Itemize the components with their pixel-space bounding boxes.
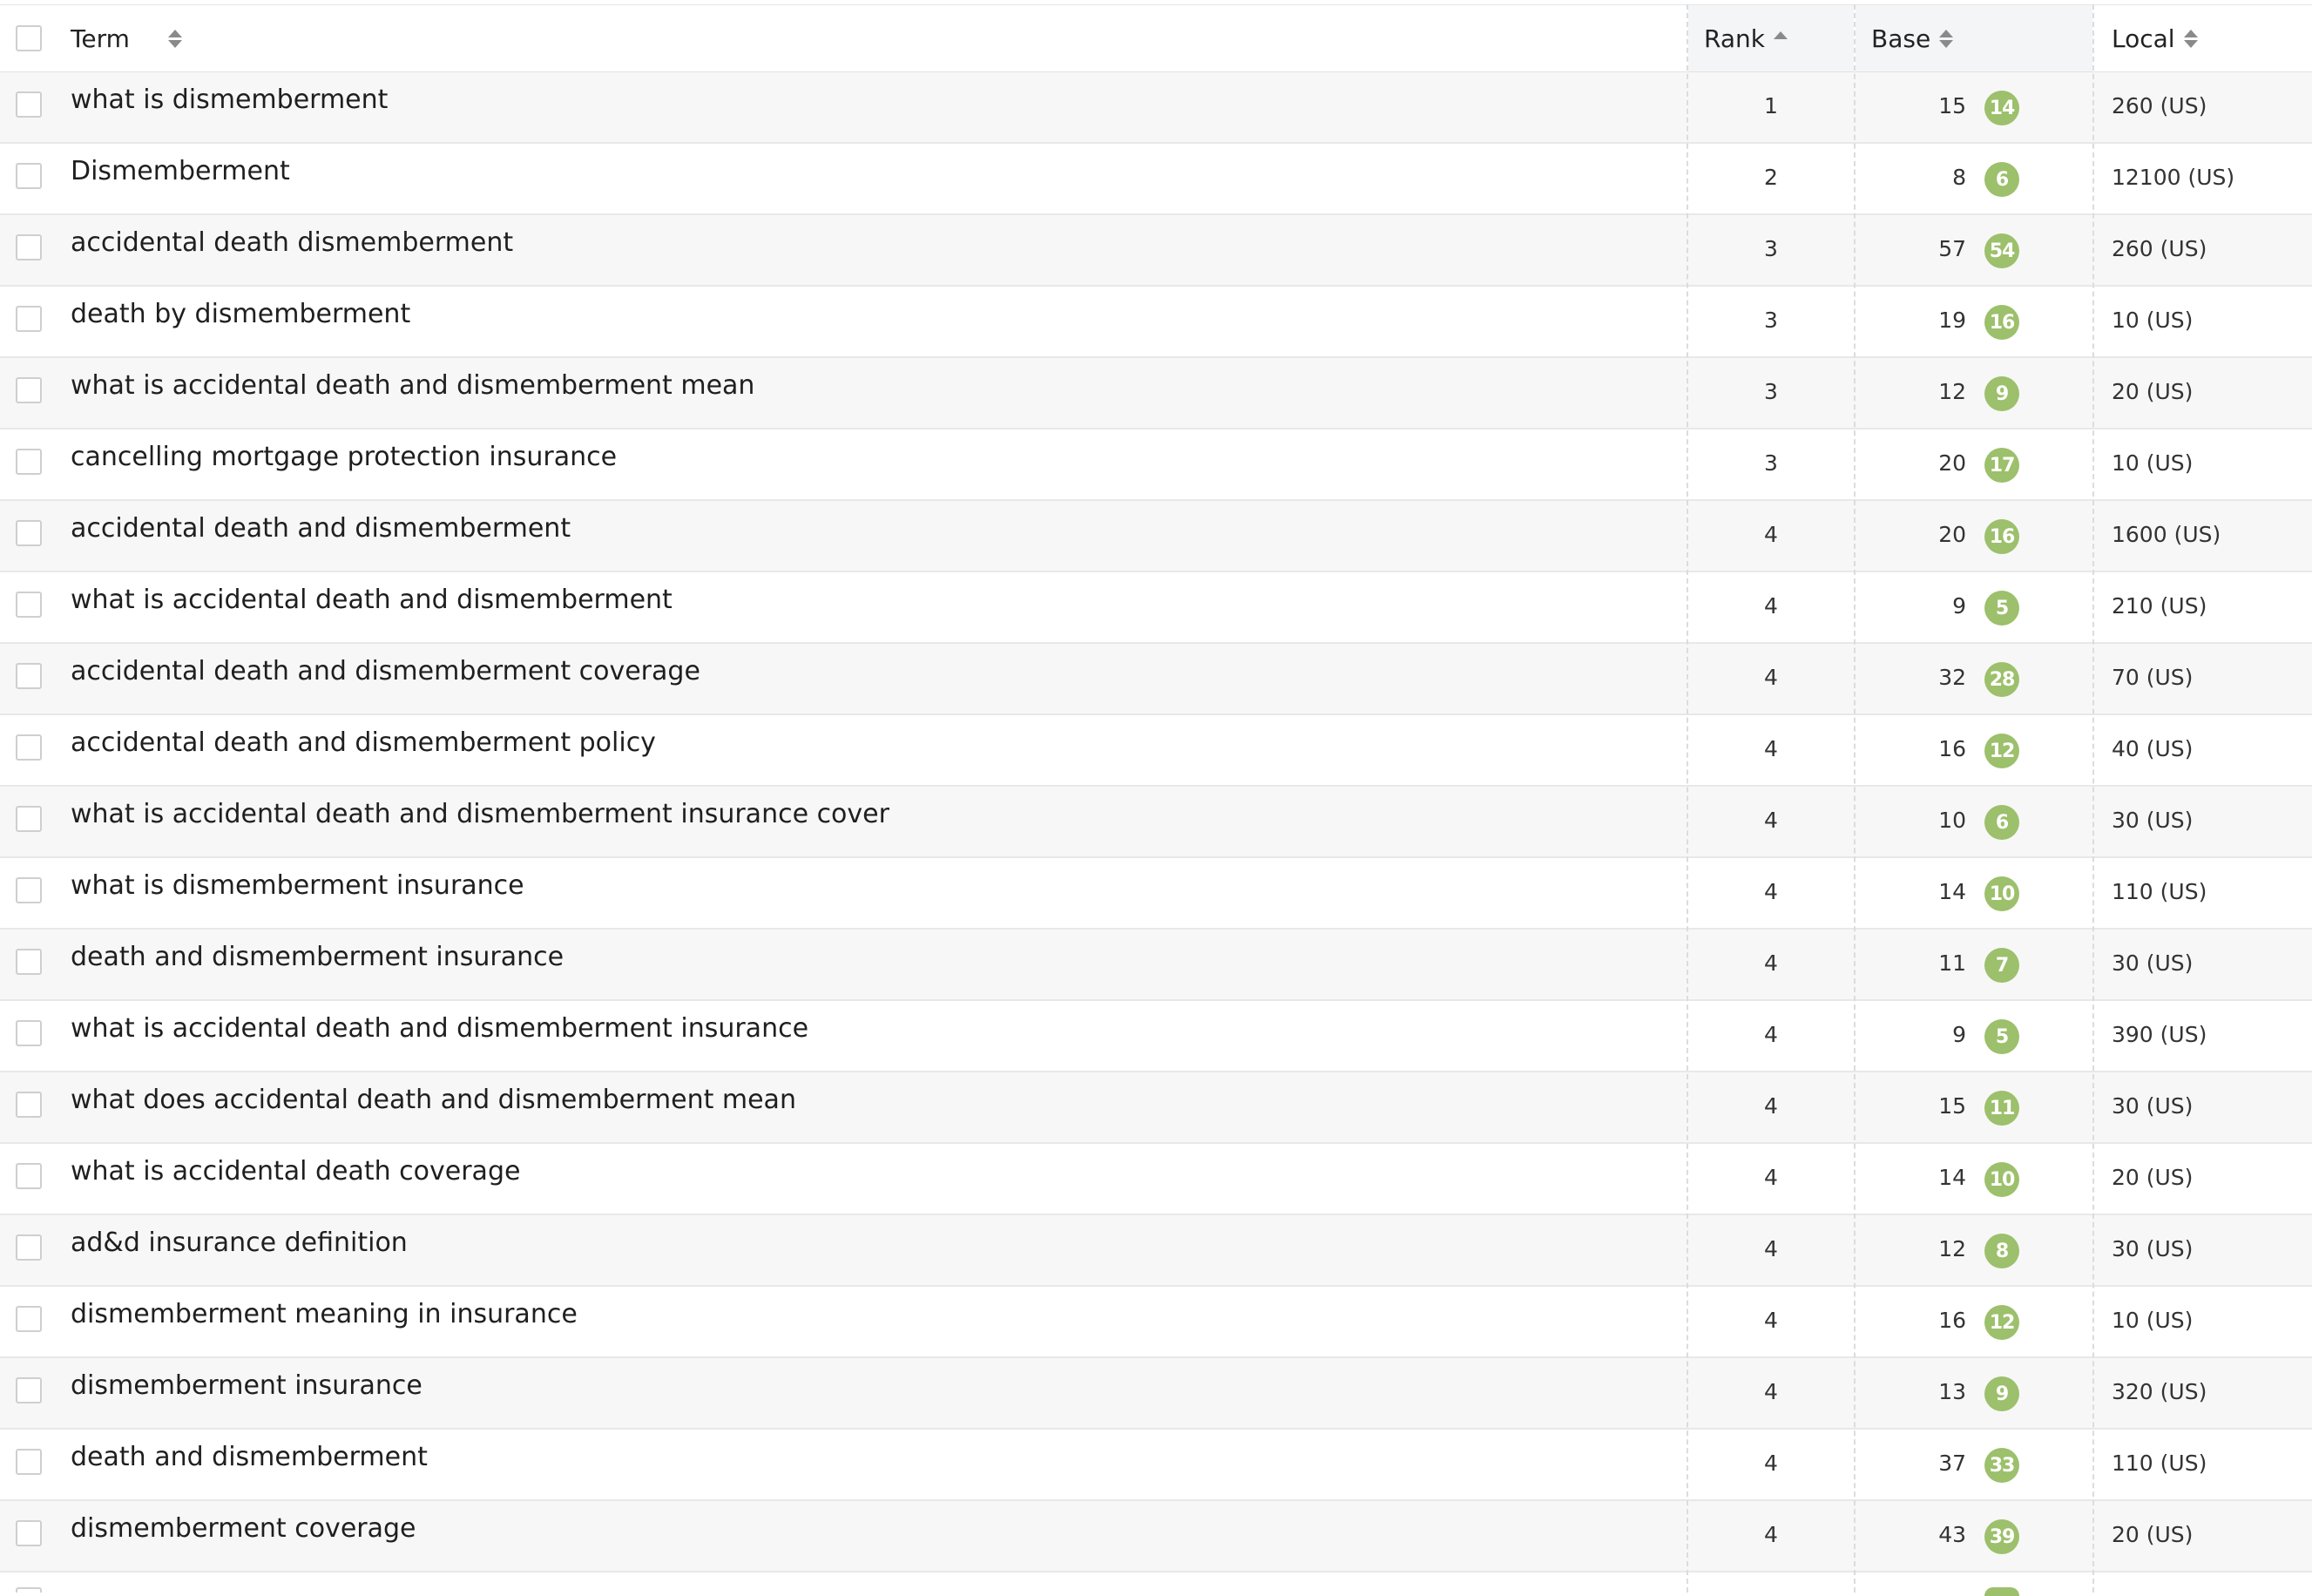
base-badge: 12 xyxy=(1984,734,2019,768)
rank-cell: 3 xyxy=(1764,450,1778,476)
table-row[interactable] xyxy=(0,429,2312,501)
row-checkbox[interactable] xyxy=(16,1520,42,1546)
rank-cell: 4 xyxy=(1764,1236,1778,1261)
base-cell: 16 xyxy=(1938,1308,1966,1333)
term-cell[interactable]: what is accidental death and dismemberment xyxy=(71,585,673,615)
table-row[interactable] xyxy=(0,1215,2312,1287)
local-cell: 30 (US) xyxy=(2112,950,2194,976)
base-cell: 32 xyxy=(1938,665,1966,690)
base-badge: 5 xyxy=(1984,1019,2019,1054)
term-cell[interactable]: cancelling mortgage protection insurance xyxy=(71,442,618,472)
local-cell: 40 (US) xyxy=(2112,736,2194,761)
term-cell[interactable]: dismemberment meaning in insurance xyxy=(71,1299,578,1329)
table-row[interactable] xyxy=(0,287,2312,358)
local-cell: 30 (US) xyxy=(2112,808,2194,833)
rank-cell: 2 xyxy=(1764,165,1778,190)
badge xyxy=(1984,1587,2019,1596)
column-header-base[interactable] xyxy=(1856,5,2092,71)
sort-ascending-icon[interactable] xyxy=(1774,31,1788,39)
row-checkbox[interactable] xyxy=(16,1163,42,1189)
table-header xyxy=(0,4,2312,73)
row-checkbox[interactable] xyxy=(16,877,42,903)
local-cell: 10 (US) xyxy=(2112,1308,2194,1333)
table-row[interactable] xyxy=(0,1072,2312,1144)
local-cell: 1600 (US) xyxy=(2112,522,2221,547)
row-checkbox[interactable] xyxy=(16,234,42,260)
local-cell: 12100 (US) xyxy=(2112,165,2235,190)
base-cell: 12 xyxy=(1938,1236,1966,1261)
base-badge: 16 xyxy=(1984,305,2019,340)
table-row[interactable] xyxy=(0,144,2312,215)
base-badge: 5 xyxy=(1984,591,2019,626)
table-row[interactable] xyxy=(0,1358,2312,1430)
table-row[interactable] xyxy=(0,1430,2312,1501)
column-header-rank[interactable] xyxy=(1688,5,1854,71)
local-cell: 260 (US) xyxy=(2112,93,2207,118)
base-badge: 7 xyxy=(1984,948,2019,983)
table-row[interactable] xyxy=(0,715,2312,787)
base-cell: 13 xyxy=(1938,1379,1966,1404)
rank-cell: 4 xyxy=(1764,736,1778,761)
base-badge: 54 xyxy=(1984,233,2019,268)
term-cell[interactable]: what is accidental death coverage xyxy=(71,1156,521,1187)
term-cell[interactable]: death by dismemberment xyxy=(71,299,411,329)
column-header-base-label: Base xyxy=(1871,24,1931,53)
row-checkbox[interactable] xyxy=(16,1587,42,1593)
base-badge: 39 xyxy=(1984,1519,2019,1554)
local-cell: 390 (US) xyxy=(2112,1022,2207,1047)
table-row[interactable] xyxy=(0,72,2312,144)
table-row[interactable] xyxy=(0,1144,2312,1215)
base-badge: 12 xyxy=(1984,1305,2019,1340)
row-checkbox[interactable] xyxy=(16,449,42,475)
base-badge: 8 xyxy=(1984,1234,2019,1268)
rank-cell: 3 xyxy=(1764,236,1778,261)
base-badge: 28 xyxy=(1984,662,2019,697)
rank-cell: 4 xyxy=(1764,1522,1778,1547)
local-cell: 110 (US) xyxy=(2112,879,2207,904)
rank-cell: 3 xyxy=(1764,379,1778,404)
row-checkbox[interactable] xyxy=(16,1092,42,1118)
local-cell: 10 (US) xyxy=(2112,308,2194,333)
table-row[interactable] xyxy=(0,1501,2312,1572)
column-header-local-label: Local xyxy=(2112,24,2175,53)
row-checkbox[interactable] xyxy=(16,1377,42,1403)
table-row[interactable] xyxy=(0,501,2312,572)
term-cell[interactable]: what is accidental death and dismemberment insurance xyxy=(71,1013,809,1044)
term-cell[interactable]: death and dismemberment xyxy=(71,1442,428,1472)
table-row[interactable] xyxy=(0,1287,2312,1358)
sort-icon[interactable] xyxy=(1939,30,1953,48)
term-cell[interactable]: what is dismemberment insurance xyxy=(71,870,524,901)
term-cell[interactable]: death and dismemberment insurance xyxy=(71,942,564,972)
local-cell: 10 (US) xyxy=(2112,450,2194,476)
base-cell: 8 xyxy=(1952,165,1966,190)
base-cell: 15 xyxy=(1938,1093,1966,1119)
base-cell: 15 xyxy=(1938,93,1966,118)
table-row[interactable] xyxy=(0,858,2312,930)
base-cell: 9 xyxy=(1952,1022,1966,1047)
term-cell[interactable]: what is accidental death and dismemberment insurance cover xyxy=(71,799,889,829)
base-badge: 10 xyxy=(1984,876,2019,911)
column-header-local[interactable] xyxy=(2094,5,2312,71)
table-row[interactable] xyxy=(0,1001,2312,1072)
row-checkbox[interactable] xyxy=(16,1306,42,1332)
local-cell: 260 (US) xyxy=(2112,236,2207,261)
base-cell: 43 xyxy=(1938,1522,1966,1547)
row-checkbox[interactable] xyxy=(16,949,42,975)
local-cell: 20 (US) xyxy=(2112,1522,2194,1547)
column-divider xyxy=(2092,4,2094,1593)
column-divider xyxy=(1687,4,1688,1593)
local-cell: 320 (US) xyxy=(2112,1379,2207,1404)
base-badge: 10 xyxy=(1984,1162,2019,1197)
row-checkbox[interactable] xyxy=(16,91,42,118)
rank-cell: 4 xyxy=(1764,879,1778,904)
base-cell: 14 xyxy=(1938,1165,1966,1190)
table-row[interactable] xyxy=(0,215,2312,287)
table-row[interactable] xyxy=(0,930,2312,1001)
rank-cell: 4 xyxy=(1764,1308,1778,1333)
base-badge: 16 xyxy=(1984,519,2019,554)
local-cell: 20 (US) xyxy=(2112,1165,2194,1190)
base-cell: 12 xyxy=(1938,379,1966,404)
rank-cell: 4 xyxy=(1764,1379,1778,1404)
rank-cell: 4 xyxy=(1764,950,1778,976)
term-cell[interactable]: accidental death and dismemberment xyxy=(71,513,571,544)
base-badge: 6 xyxy=(1984,162,2019,197)
table-row[interactable] xyxy=(0,358,2312,429)
table-row xyxy=(0,1574,2312,1593)
sort-icon[interactable] xyxy=(168,30,182,48)
base-cell: 19 xyxy=(1938,308,1966,333)
row-checkbox[interactable] xyxy=(16,520,42,546)
row-checkbox[interactable] xyxy=(16,1234,42,1261)
term-cell[interactable]: accidental death and dismemberment coverage xyxy=(71,656,700,686)
sort-icon[interactable] xyxy=(2184,30,2198,48)
base-cell: 16 xyxy=(1938,736,1966,761)
rank-cell: 4 xyxy=(1764,1093,1778,1119)
row-checkbox[interactable] xyxy=(16,663,42,689)
rank-cell: 4 xyxy=(1764,808,1778,833)
row-checkbox[interactable] xyxy=(16,377,42,403)
term-cell[interactable]: accidental death dismemberment xyxy=(71,227,514,258)
row-checkbox[interactable] xyxy=(16,1449,42,1475)
rank-cell: 4 xyxy=(1764,1451,1778,1476)
base-cell: 11 xyxy=(1938,950,1966,976)
base-cell: 20 xyxy=(1938,450,1966,476)
rank-cell: 4 xyxy=(1764,665,1778,690)
local-cell: 30 (US) xyxy=(2112,1093,2194,1119)
table-row[interactable] xyxy=(0,787,2312,858)
term-cell[interactable]: Dismemberment xyxy=(71,156,290,186)
row-checkbox[interactable] xyxy=(16,163,42,189)
column-header-term-label: Term xyxy=(71,24,130,53)
rank-cell: 4 xyxy=(1764,1165,1778,1190)
column-header-rank-label: Rank xyxy=(1704,24,1765,53)
base-cell: 37 xyxy=(1938,1451,1966,1476)
base-cell: 20 xyxy=(1938,522,1966,547)
base-cell: 9 xyxy=(1952,593,1966,619)
rank-cell: 4 xyxy=(1764,522,1778,547)
base-badge: 17 xyxy=(1984,448,2019,483)
table-row[interactable] xyxy=(0,572,2312,644)
term-cell[interactable]: ad&d insurance definition xyxy=(71,1227,408,1258)
select-all-checkbox[interactable] xyxy=(16,25,42,51)
base-badge: 9 xyxy=(1984,1376,2019,1411)
row-checkbox[interactable] xyxy=(16,1020,42,1046)
local-cell: 210 (US) xyxy=(2112,593,2207,619)
term-cell[interactable]: what does accidental death and dismemberment mean xyxy=(71,1085,796,1115)
local-cell: 30 (US) xyxy=(2112,1236,2194,1261)
rank-cell: 3 xyxy=(1764,308,1778,333)
column-divider xyxy=(1854,4,1856,1593)
rank-cell: 4 xyxy=(1764,593,1778,619)
base-badge: 14 xyxy=(1984,91,2019,125)
row-checkbox[interactable] xyxy=(16,734,42,761)
row-checkbox[interactable] xyxy=(16,806,42,832)
base-cell: 14 xyxy=(1938,879,1966,904)
term-cell[interactable]: what is dismemberment xyxy=(71,85,389,115)
base-badge: 9 xyxy=(1984,376,2019,411)
table-row[interactable] xyxy=(0,644,2312,715)
rank-cell: 1 xyxy=(1764,93,1778,118)
base-cell: 10 xyxy=(1938,808,1966,833)
base-cell: 57 xyxy=(1938,236,1966,261)
term-cell[interactable]: dismemberment insurance xyxy=(71,1370,423,1401)
term-cell[interactable]: dismemberment coverage xyxy=(71,1513,416,1544)
rank-cell: 4 xyxy=(1764,1022,1778,1047)
base-badge: 6 xyxy=(1984,805,2019,840)
term-cell[interactable]: what is accidental death and dismemberment mean xyxy=(71,370,755,401)
local-cell: 110 (US) xyxy=(2112,1451,2207,1476)
base-badge: 11 xyxy=(1984,1091,2019,1126)
row-checkbox[interactable] xyxy=(16,592,42,618)
column-header-term[interactable] xyxy=(71,5,1682,71)
row-checkbox[interactable] xyxy=(16,306,42,332)
base-badge: 33 xyxy=(1984,1448,2019,1483)
term-cell[interactable]: accidental death and dismemberment policy xyxy=(71,727,656,758)
local-cell: 20 (US) xyxy=(2112,379,2194,404)
local-cell: 70 (US) xyxy=(2112,665,2194,690)
